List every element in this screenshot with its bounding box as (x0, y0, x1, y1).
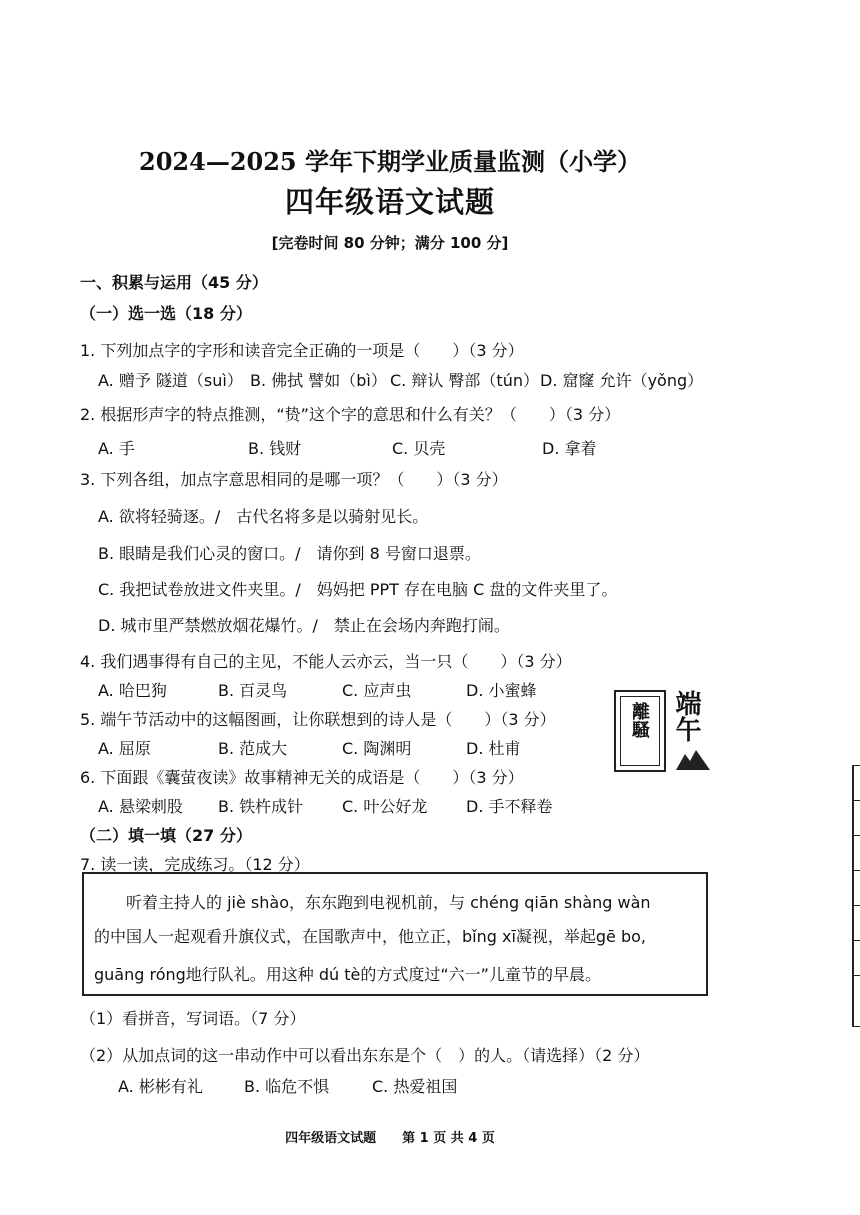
score-table-edge (852, 765, 860, 1027)
q4-option-b: B. 百灵鸟 (218, 681, 288, 700)
score-table-rule (852, 870, 860, 871)
q2-option-b: B. 钱财 (248, 439, 302, 458)
q7-sub-1: （1）看拼音，写词语。（7 分） (80, 1009, 306, 1028)
q7-sub2-option-b: B. 临危不惧 (244, 1077, 330, 1096)
score-table-rule (852, 975, 860, 976)
q3-option-a: A. 欲将轻骑逐。/ 古代名将多是以骑射见长。 (98, 507, 429, 526)
q1-option-d: D. 窟窿 允许（yǒng） (540, 371, 704, 390)
q5-option-c: C. 陶渊明 (342, 739, 412, 758)
score-table-rule (852, 940, 860, 941)
q3-option-c: C. 我把试卷放进文件夹里。/ 妈妈把 PPT 存在电脑 C 盘的文件夹里了。 (98, 580, 618, 599)
question-5-stem: 5. 端午节活动中的这幅图画，让你联想到的诗人是（ ）（3 分） (80, 710, 556, 729)
part-heading-fill: （二）填一填（27 分） (80, 826, 252, 845)
q6-option-d: D. 手不释卷 (466, 797, 553, 816)
q7-sub-2: （2）从加点词的这一串动作中可以看出东东是个（ ）的人。（请选择）（2 分） (80, 1046, 650, 1065)
question-3-stem: 3. 下列各组，加点字意思相同的是哪一项？（ ）（3 分） (80, 470, 508, 489)
page-footer: 四年级语文试题 第 1 页 共 4 页 (285, 1131, 495, 1146)
q7-sub2-option-c: C. 热爱祖国 (372, 1077, 458, 1096)
reading-passage-box (82, 872, 708, 996)
q7-sub2-option-a: A. 彬彬有礼 (118, 1077, 203, 1096)
q1-option-c: C. 辩认 臀部（tún） (390, 371, 539, 390)
q3-option-d: D. 城市里严禁燃放烟花爆竹。/ 禁止在会场内奔跑打闹。 (98, 616, 510, 635)
q2-option-d: D. 拿着 (542, 439, 597, 458)
question-2-stem: 2. 根据形声字的特点推测，“贽”这个字的意思和什么有关？（ ）（3 分） (80, 405, 621, 424)
lisao-book-image: 離騷 (614, 690, 666, 772)
part-heading-choose: （一）选一选（18 分） (80, 304, 252, 323)
q1-option-b: B. 佛拭 譬如（bì） (250, 371, 387, 390)
q5-option-a: A. 屈原 (98, 739, 151, 758)
passage-line-3: guāng róng地行队礼。用这种 dú tè的方式度过“六一”儿童节的早晨。 (94, 965, 601, 984)
passage-line-2: 的中国人一起观看升旗仪式，在国歌声中，他立正，bǐng xī凝视，举起gē bo, (94, 927, 647, 946)
q4-option-c: C. 应声虫 (342, 681, 412, 700)
q6-option-c: C. 叶公好龙 (342, 797, 428, 816)
question-4-stem: 4. 我们遇事得有自己的主见，不能人云亦云，当一只（ ）（3 分） (80, 652, 572, 671)
q2-option-a: A. 手 (98, 439, 135, 458)
q2-option-c: C. 贝壳 (392, 439, 446, 458)
q5-option-d: D. 杜甫 (466, 739, 521, 758)
exam-note: [完卷时间 80 分钟；满分 100 分] (271, 234, 509, 252)
q3-option-b: B. 眼睛是我们心灵的窗口。/ 请你到 8 号窗口退票。 (98, 544, 481, 563)
exam-subject: 四年级语文试题 (284, 185, 495, 219)
q4-option-a: A. 哈巴狗 (98, 681, 167, 700)
mountain-icon (676, 748, 710, 770)
duanwu-calligraphy: 端午 (671, 690, 701, 742)
score-table-rule (852, 800, 860, 801)
exam-title: 2024—2025 学年下期学业质量监测（小学） (139, 147, 641, 176)
q6-option-b: B. 铁杵成针 (218, 797, 304, 816)
question-7-stem: 7. 读一读，完成练习。（12 分） (80, 855, 310, 874)
score-table-rule (852, 835, 860, 836)
section-heading: 一、积累与运用（45 分） (80, 273, 268, 292)
score-table-rule (852, 905, 860, 906)
passage-line-1: 听着主持人的 jiè shào，东东跑到电视机前，与 chéng qiān shàng wàn (126, 893, 651, 912)
question-6-stem: 6. 下面跟《囊萤夜读》故事精神无关的成语是（ ）（3 分） (80, 768, 524, 787)
q6-option-a: A. 悬梁刺股 (98, 797, 183, 816)
q4-option-d: D. 小蜜蜂 (466, 681, 537, 700)
question-1-stem: 1. 下列加点字的字形和读音完全正确的一项是（ ）（3 分） (80, 341, 524, 360)
q5-option-b: B. 范成大 (218, 739, 288, 758)
q1-option-a: A. 赠予 隧道（suì） (98, 371, 243, 390)
